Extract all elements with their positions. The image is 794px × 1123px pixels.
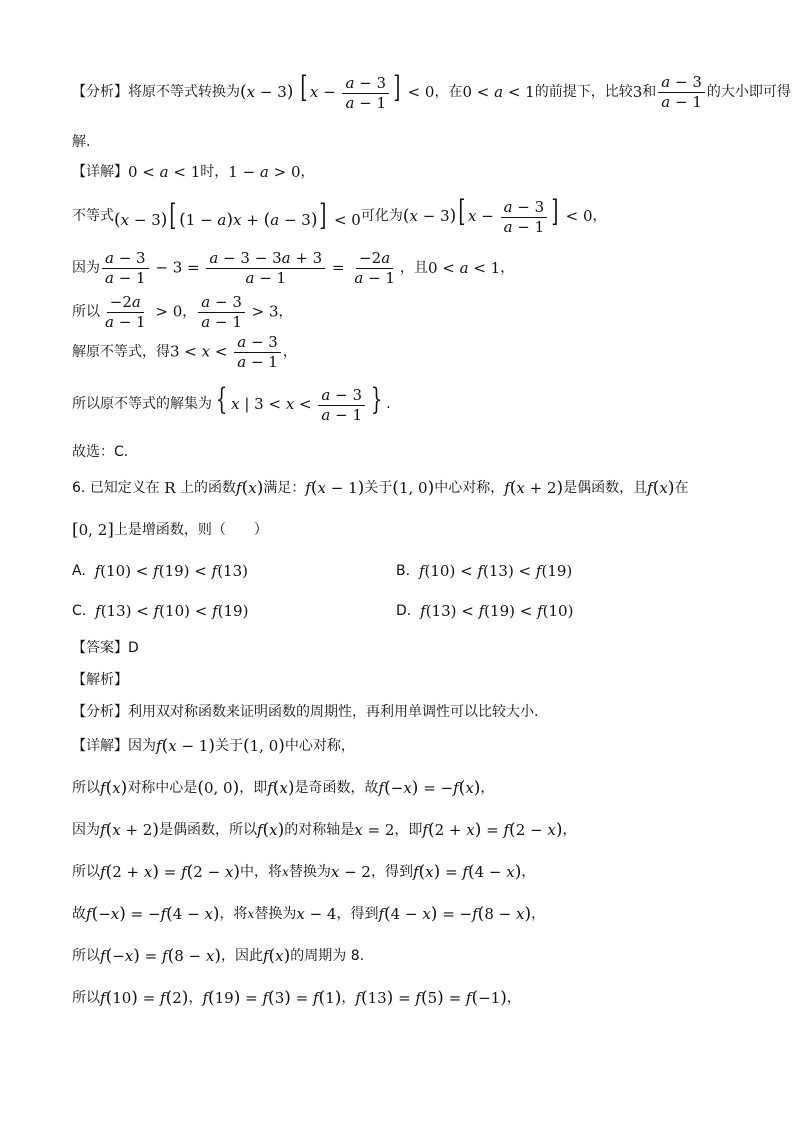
analysis-line-2: 解. [72,134,91,150]
analysis-tag: 【分析】 [72,84,128,100]
option-a[interactable]: A. f(10) < f(19) < f(13) [72,562,248,580]
question-6-line-2: [0, 2] 上是增函数，则（ ） [72,519,268,540]
option-c[interactable]: C. f(13) < f(10) < f(19) [72,602,249,620]
detail-line-5: 解原不等式，得 3 < x < $\frac{a - 3}{a - 1}$ ， [72,332,297,371]
answer-value: D [128,640,139,656]
detail-line-6: 所以原不等式的解集为 { x | 3 < x < $\frac{a - 3}{a - 1}$ } . [72,382,391,424]
detail-tag: 【详解】 [72,738,128,754]
detail-tag: 【详解】 [72,164,128,180]
choose-line: 故选：C. [72,444,129,460]
analysis2-line: 【分析】 利用双对称函数来证明函数的周期性，再利用单调性可以比较大小. [72,704,539,720]
detail2-line-5: 故 f(−x) = −f(4 − x) ，将 x 替换为 x − 4 ，得到 f(4 − x) = −f(8 − x) ， [72,903,546,924]
analysis-tag: 【分析】 [72,704,128,720]
detail2-line-2: 所以 f(x) 对称中心是 (0, 0) ，即 f(x) 是奇函数，故 f(−x) = −f(x) ， [72,777,495,798]
answer-tag: 【答案】 [72,640,128,656]
detail-line-2: 不等式 (x − 3)[ (1 − a)x + (a − 3)] < 0 可化为 (x − 3)[ x − $\frac{a - 3}{a - 1}$ ] < 0 ， [72,194,607,236]
detail2-line-6: 所以 f(−x) = f(8 − x) ，因此 f(x) 的周期为 8. [72,945,365,966]
option-d[interactable]: D. f(13) < f(19) < f(10) [396,602,574,620]
question-number: 6. [72,480,86,496]
detail2-line-1: 【详解】 因为 f(x − 1) 关于 (1, 0) 中心对称， [72,735,355,756]
analysis-line-1: 【分析】 将原不等式转换为 (x − 3) [ x − $\frac{a - 3}{a - 1}$ ] < 0 ，在 0 < a < 1 的前提下，比较 3 和 $\frac{a - 3}{a - 1}$ 的大小即可得 [72,70,791,112]
detail2-line-3: 因为 f(x + 2) 是偶函数，所以 f(x) 的对称轴是 x = 2 ，即 f(2 + x) = f(2 − x) ， [72,819,577,840]
detail2-line-4: 所以 f(2 + x) = f(2 − x) 中，将 x 替换为 x − 2 ，得到 f(x) = f(4 − x) ， [72,861,536,882]
detail-line-3: 因为 $\frac{a - 3}{a - 1}$ − 3 = $\frac{a - 3 - 3a + 3}{a - 1}$ = $\frac{-2a}{a - 1}$ ，且 0 < a < 1 ， [72,248,515,287]
detail-line-4: 所以 $\frac{-2a}{a - 1}$ > 0 ， $\frac{a - 3}{a - 1}$ > 3 ， [72,292,293,331]
detail2-line-7: 所以 f(10) = f(2) ， f(19) = f(3) = f(1) ， f(13) = f(5) = f(−1) ， [72,987,521,1008]
math-inequality: (x − 3) [ x − $\frac{a - 3}{a - 1}$ ] < 0 [240,70,435,112]
detail-line-1: 【详解】 0 < a < 1 时， 1 − a > 0 ， [72,162,315,181]
jiexi-tag: 【解析】 [72,672,128,688]
question-6-line-1: 6. 已知定义在 R 上的函数 f(x) 满足： f(x − 1) 关于 (1, 0) 中心对称， f(x + 2) 是偶函数，且 f(x) 在 [72,477,689,498]
option-b[interactable]: B. f(10) < f(13) < f(19) [396,562,573,580]
